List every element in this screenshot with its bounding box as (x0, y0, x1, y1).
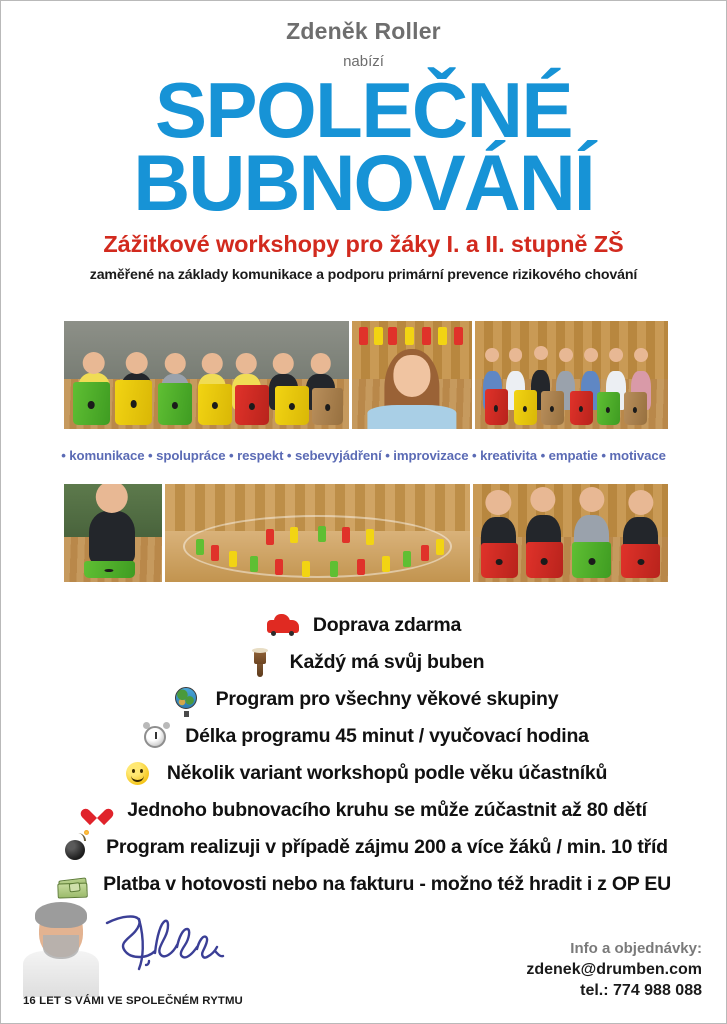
drum-icon (243, 648, 277, 678)
feature-label: Platba v hotovosti nebo na fakturu - možno též hradit i z OP EU (103, 873, 671, 895)
globe-icon (169, 685, 203, 715)
bomb-icon (59, 833, 93, 863)
offers-label: nabízí (343, 53, 384, 71)
contact-label: Info a objednávky: (570, 939, 702, 957)
feature-row (1, 644, 726, 681)
page-title (1, 65, 726, 227)
photo-boy-playing-drum (64, 484, 162, 582)
car-icon (266, 611, 300, 641)
feature-label: Doprava zdarma (312, 614, 462, 636)
footer (1, 893, 726, 1023)
title-line-1: SPOLEČNÉ (154, 65, 573, 154)
feature-label: Jednoho bubnovacího kruhu se může zúčastnit až 80 dětí (127, 799, 647, 821)
tagline: 16 LET S VÁMI VE SPOLEČNÉM RYTMU (23, 995, 243, 1007)
contact-phone[interactable]: tel.: 774 988 088 (580, 981, 702, 999)
feature-row (1, 607, 726, 644)
contact-email[interactable]: zdenek@drumben.com (526, 960, 702, 978)
feature-label: Každý má svůj buben (289, 651, 485, 673)
signature-icon (99, 907, 229, 979)
feature-row (1, 792, 726, 829)
feature-label: Několik variant workshopů podle věku účastníků (166, 762, 608, 784)
title-line-2: BUBNOVÁNÍ (133, 137, 594, 227)
portrait-photo (23, 905, 99, 997)
heart-icon (80, 796, 114, 826)
subtitle: Zážitkové workshopy pro žáky I. a II. stupně ZŠ (103, 231, 624, 258)
feature-row (1, 681, 726, 718)
keywords-line: • komunikace • spolupráce • respekt • sebevyjádření • improvizace • kreativita • empatie • motivace (61, 448, 666, 463)
photo-strip-top (64, 321, 668, 429)
photo-strip-bottom (64, 484, 668, 582)
features-list (1, 607, 726, 903)
photo-boys-drumming (473, 484, 668, 582)
author-name: Zdeněk Roller (286, 18, 441, 44)
photo-smiling-girl-portrait (352, 321, 472, 429)
feature-row (1, 718, 726, 755)
feature-row (1, 755, 726, 792)
feature-label: Délka programu 45 minut / vyučovací hodina (185, 725, 589, 747)
subtitle-note: zaměřené na základy komunikace a podporu primární prevence rizikového chování (89, 267, 638, 284)
feature-label: Program pro všechny věkové skupiny (215, 688, 559, 710)
photo-drum-circle-hall (165, 484, 470, 582)
photo-kids-with-drums-in-gym (64, 321, 349, 429)
smiley-icon (120, 759, 154, 789)
clock-icon (138, 722, 172, 752)
contact-block (526, 939, 702, 1001)
photo-class-group-with-drums (475, 321, 668, 429)
feature-label: Program realizuji v případě zájmu 200 a více žáků / min. 10 tříd (106, 836, 668, 858)
feature-row (1, 829, 726, 866)
